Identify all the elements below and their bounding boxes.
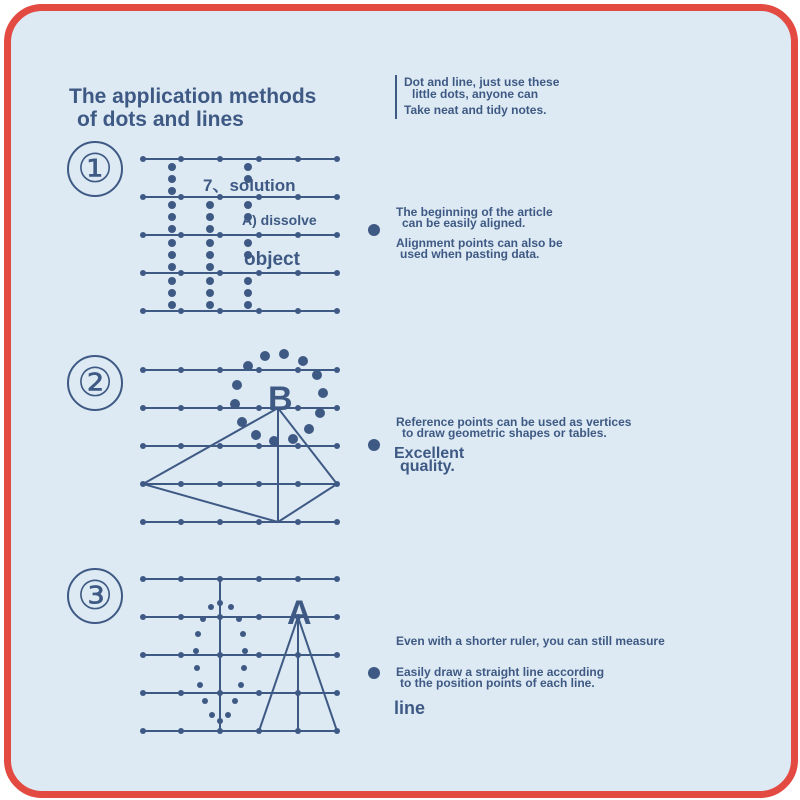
section-2-desc-1: Reference points can be used as vertices: [396, 415, 632, 429]
title-line-1: The application methods: [69, 85, 317, 108]
section-2-dot-grid: [131, 346, 351, 531]
header-divider: [395, 75, 397, 119]
section-1-bullet: [368, 224, 380, 236]
card-frame: [4, 4, 798, 798]
section-2-letter: B: [268, 380, 293, 418]
section-2-desc-3: Excellent: [394, 445, 465, 462]
section-1-desc-2: can be easily aligned.: [402, 216, 526, 230]
section-3-number: ③: [67, 568, 123, 624]
section-3-desc-4: line: [394, 698, 426, 718]
section-2-bullet: [368, 439, 380, 451]
header-note-line-2: little dots, anyone can: [412, 87, 539, 101]
page-title: [69, 85, 316, 131]
section-3-desc-2: Easily draw a straight line according: [396, 665, 605, 679]
section-1-sample-3: object: [244, 249, 300, 270]
section-1-desc-3: Alignment points can also be: [396, 236, 563, 250]
header-note-line-1: Dot and line, just use these: [404, 75, 560, 89]
section-3-desc-3: to the position points of each line.: [400, 676, 595, 690]
section-3-letter: A: [287, 594, 312, 632]
section-3-desc-1: Even with a shorter ruler, you can still measure: [396, 634, 665, 648]
section-3-dot-grid: [131, 569, 351, 749]
section-2-number: ②: [67, 355, 123, 411]
section-1-sample-2: A) dissolve: [242, 212, 317, 228]
section-1-desc-1: The beginning of the article: [396, 205, 553, 219]
section-2-desc-4: quality.: [400, 458, 455, 475]
section-1-sample-1: 7、solution: [203, 176, 296, 195]
section-3-bullet: [368, 667, 380, 679]
section-1-desc-4: used when pasting data.: [400, 247, 540, 261]
header-note-line-3: Take neat and tidy notes.: [404, 103, 547, 117]
title-line-2: of dots and lines: [77, 108, 244, 131]
section-2-desc-2: to draw geometric shapes or tables.: [402, 426, 607, 440]
section-1-dot-grid: [131, 149, 351, 319]
section-1-number: ①: [67, 141, 123, 197]
